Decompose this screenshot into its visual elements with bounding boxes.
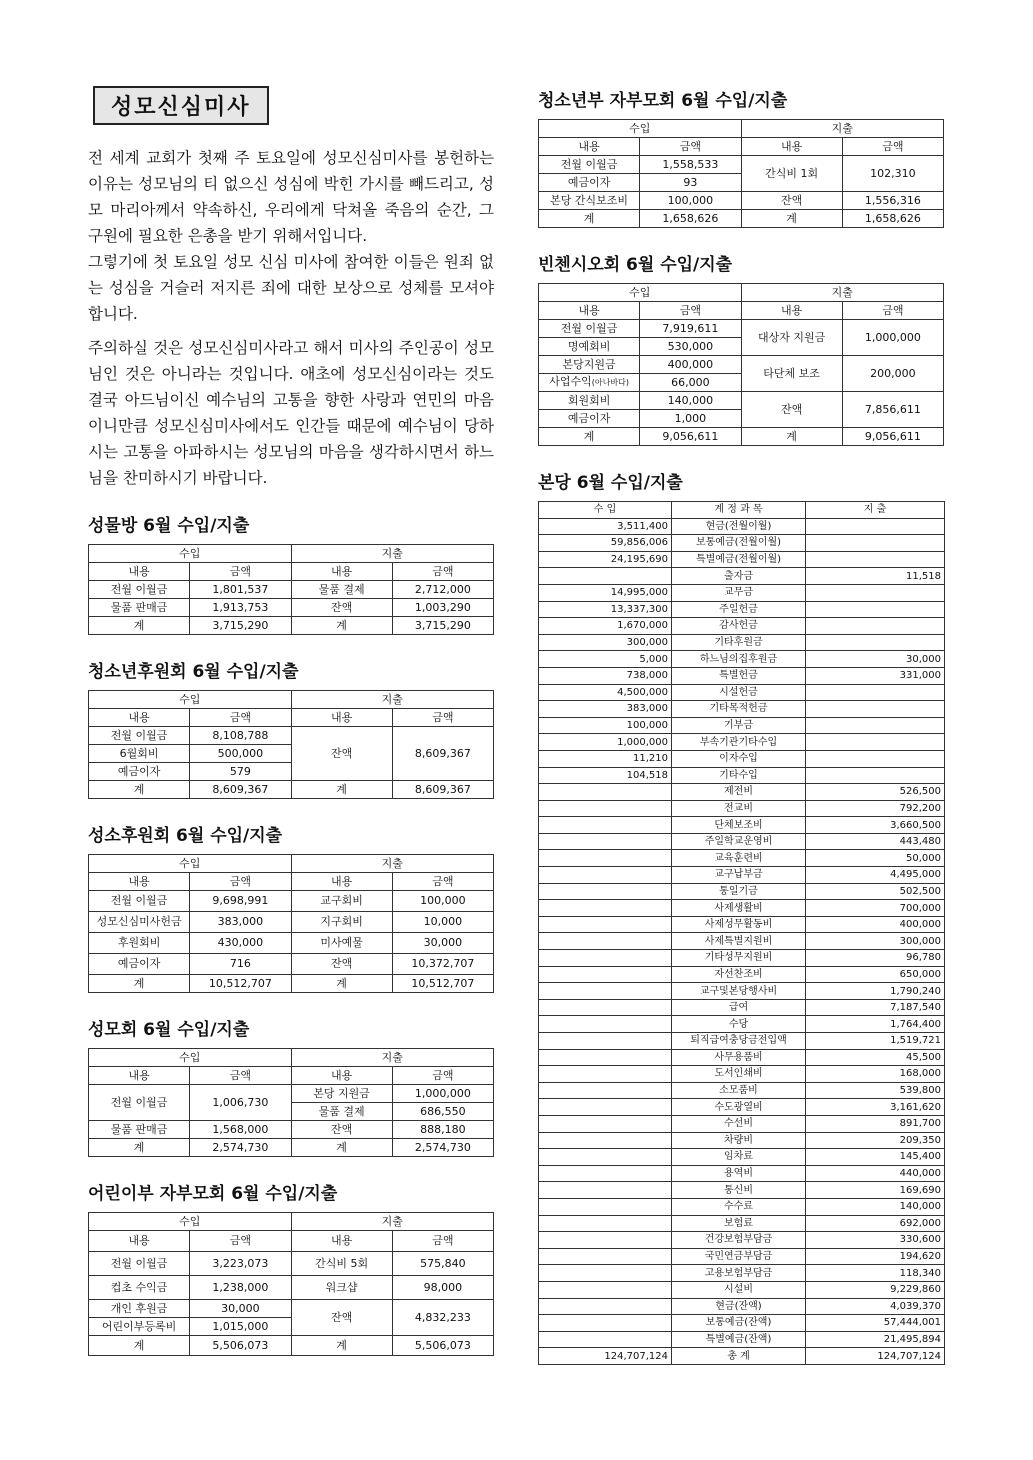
table-row: 사업수익(아나바다) 66,000 — [539, 374, 944, 392]
seongmulbang-table: 수입 지출 내용 금액 내용 금액 전월 이월금 1,801,537 물품 결제 2,712,000 물품 판매금 1,913,753 잔액 1,003,290 계 3,715,290 계 3,715,290 — [88, 544, 494, 635]
table-row: 고용보험부담금 118,340 — [539, 1265, 945, 1282]
table-row: 컵초 수익금 1,238,000 워크샵 98,000 — [89, 1276, 494, 1300]
table-row: 3,511,400 현금(전월이월) — [539, 518, 945, 535]
table-row: 100,000 기부금 — [539, 717, 945, 734]
table-row: 사제생활비 700,000 — [539, 900, 945, 917]
article-title: 성모신심미사 — [93, 86, 269, 125]
table-row: 물품 결제 686,550 — [89, 1103, 494, 1121]
table-row: 예금이자 579 — [89, 763, 494, 781]
table-row: 교육훈련비 50,000 — [539, 850, 945, 867]
table-row: 전월 이월금 3,223,073 간식비 5회 575,840 — [89, 1252, 494, 1276]
seongmohoe-title: 성모회 6월 수입/지출 — [88, 1020, 250, 1040]
table-row: 주일학교운영비 443,480 — [539, 833, 945, 850]
table-row: 시설비 9,229,860 — [539, 1281, 945, 1298]
table-total-row: 계 9,056,611 계 9,056,611 — [539, 428, 944, 446]
table-row: 본당 간식보조비 100,000 잔액 1,556,316 — [539, 192, 944, 210]
table-row: 특별예금(잔액) 21,495,894 — [539, 1331, 945, 1348]
table-row: 사무용품비 45,500 — [539, 1049, 945, 1066]
table-row: 용역비 440,000 — [539, 1165, 945, 1182]
main-parish-title: 본당 6월 수입/지출 — [538, 473, 683, 493]
table-row: 통신비 169,690 — [539, 1182, 945, 1199]
table-row: 예금이자 716 잔액 10,372,707 — [89, 954, 494, 975]
table-row: 전월 이월금 7,919,611 대상자 지원금 1,000,000 — [539, 320, 944, 338]
table-row: 13,337,300 주일헌금 — [539, 601, 945, 618]
table-total-row: 계 8,609,367 계 8,609,367 — [89, 781, 494, 799]
table-row: 예금이자 1,000 — [539, 410, 944, 428]
table-header-row: 수 입 계 정 과 목 지 출 — [539, 502, 945, 519]
table-total-row: 계 5,506,073 계 5,506,073 — [89, 1336, 494, 1356]
table-row: 어린이부등록비 1,015,000 — [89, 1318, 494, 1336]
table-row: 소모품비 539,800 — [539, 1082, 945, 1099]
table-row: 교구및본당행사비 1,790,240 — [539, 983, 945, 1000]
table-row: 보통예금(잔액) 57,444,001 — [539, 1315, 945, 1332]
table-row: 성모신심미사헌금 383,000 지구회비 10,000 — [89, 912, 494, 933]
seongmohoe-table: 수입 지출 내용 금액 내용 금액 전월 이월금 1,006,730 본당 지원금 1,000,000 물품 결제 686,550 물품 판매금 1,568,000 잔액 888,180 계 2,574,730 계 2,574,730 — [88, 1048, 494, 1157]
table-total-row: 계 2,574,730 계 2,574,730 — [89, 1139, 494, 1157]
table-row: 수선비 891,700 — [539, 1115, 945, 1132]
table-row: 개인 후원금 30,000 잔액 4,832,233 — [89, 1300, 494, 1318]
table-row: 급여 7,187,540 — [539, 999, 945, 1016]
children-table: 수입 지출 내용 금액 내용 금액 전월 이월금 3,223,073 간식비 5회 575,840 컵초 수익금 1,238,000 워크샵 98,000 개인 후원금 30,000 잔액 4,832,233 어린이부등록비 1,015,000 계 5,506,073 계 5,506,073 — [88, 1212, 494, 1356]
seongso-title: 성소후원회 6월 수입/지출 — [88, 826, 283, 846]
table-row: 1,000,000 부속기관기타수입 — [539, 734, 945, 751]
children-title: 어린이부 자부모회 6월 수입/지출 — [88, 1184, 338, 1204]
table-row: 회원회비 140,000 잔액 7,856,611 — [539, 392, 944, 410]
table-row: 전월 이월금 1,801,537 물품 결제 2,712,000 — [89, 581, 494, 599]
table-row: 전월 이월금 8,108,788 잔액 8,609,367 — [89, 727, 494, 745]
table-row: 단체보조비 3,660,500 — [539, 817, 945, 834]
table-row: 보험료 692,000 — [539, 1215, 945, 1232]
table-row: 자선찬조비 650,000 — [539, 966, 945, 983]
table-row: 본당지원금 400,000 타단체 보조 200,000 — [539, 356, 944, 374]
left-column — [88, 86, 494, 1356]
right-column — [538, 86, 944, 1365]
table-row: 전월 이월금 1,558,533 간식비 1회 102,310 — [539, 156, 944, 174]
table-row: 59,856,006 보통예금(전월이월) — [539, 535, 945, 552]
youth-parents-title: 청소년부 자부모회 6월 수입/지출 — [538, 91, 788, 111]
table-total-row: 계 3,715,290 계 3,715,290 — [89, 617, 494, 635]
table-row: 사제특별지원비 300,000 — [539, 933, 945, 950]
table-total-row: 계 1,658,626 계 1,658,626 — [539, 210, 944, 228]
table-row: 출자금 11,518 — [539, 568, 945, 585]
table-row: 6월회비 500,000 — [89, 745, 494, 763]
table-row: 퇴직급여충당금전입액 1,519,721 — [539, 1033, 945, 1050]
table-row: 4,500,000 시설헌금 — [539, 684, 945, 701]
table-row: 1,670,000 감사헌금 — [539, 618, 945, 635]
table-row: 전월 이월금 9,698,991 교구회비 100,000 — [89, 891, 494, 912]
table-row: 수수료 140,000 — [539, 1198, 945, 1215]
table-row: 104,518 기타수입 — [539, 767, 945, 784]
table-row: 383,000 기타목적헌금 — [539, 701, 945, 718]
table-row: 임차료 145,400 — [539, 1149, 945, 1166]
table-row: 11,210 이자수입 — [539, 750, 945, 767]
article-paragraph-2: 그렇기에 첫 토요일 성모 신심 미사에 참여한 이들은 원죄 없는 성심을 거슬러 저지른 죄에 대한 보상으로 성체를 모셔야 합니다. — [88, 253, 494, 323]
table-row: 300,000 기타후원금 — [539, 634, 945, 651]
vincent-table: 수입 지출 내용 금액 내용 금액 전월 이월금 7,919,611 대상자 지원금 1,000,000 명예회비 530,000 본당지원금 400,000 타단체 보조 200,000 사업수익(아나바다) 66,000 회원회비 140,000 잔액 7,856,611 예금이자 1,000 계 9,056,611 계 9,056,611 — [538, 283, 944, 446]
table-row: 수당 1,764,400 — [539, 1016, 945, 1033]
table-row: 물품 판매금 1,913,753 잔액 1,003,290 — [89, 599, 494, 617]
table-row: 건강보험부담금 330,600 — [539, 1232, 945, 1249]
table-total-row: 계 10,512,707 계 10,512,707 — [89, 975, 494, 993]
table-row: 24,195,690 특별예금(전월이월) — [539, 551, 945, 568]
table-row: 제전비 526,500 — [539, 784, 945, 801]
table-row: 차량비 209,350 — [539, 1132, 945, 1149]
table-row: 전교비 792,200 — [539, 800, 945, 817]
table-row: 기타성무지원비 96,780 — [539, 950, 945, 967]
youth-support-title: 청소년후원회 6월 수입/지출 — [88, 662, 299, 682]
table-row: 사제성무활동비 400,000 — [539, 916, 945, 933]
table-row: 물품 판매금 1,568,000 잔액 888,180 — [89, 1121, 494, 1139]
table-row: 도서인쇄비 168,000 — [539, 1066, 945, 1083]
table-row: 명예회비 530,000 — [539, 338, 944, 356]
youth-parents-table: 수입 지출 내용 금액 내용 금액 전월 이월금 1,558,533 간식비 1회 102,310 예금이자 93 본당 간식보조비 100,000 잔액 1,556,316 계 1,658,626 계 1,658,626 — [538, 119, 944, 228]
table-row: 5,000 하느님의집후원금 30,000 — [539, 651, 945, 668]
table-row: 현금(잔액) 4,039,370 — [539, 1298, 945, 1315]
table-row: 14,995,000 교무금 — [539, 584, 945, 601]
table-row: 전월 이월금 1,006,730 본당 지원금 1,000,000 — [89, 1085, 494, 1103]
vincent-title: 빈첸시오회 6월 수입/지출 — [538, 255, 733, 275]
youth-support-table: 수입 지출 내용 금액 내용 금액 전월 이월금 8,108,788 잔액 8,609,367 6월회비 500,000 예금이자 579 계 8,609,367 계 8,609,367 — [88, 690, 494, 799]
article-paragraph-3: 주의하실 것은 성모신심미사라고 해서 미사의 주인공이 성모님인 것은 아니라는 것입니다. 애초에 성모신심이라는 것도 결국 아드님이신 예수님의 고통을 향한 사랑과 연민의 마음이니만큼 성모신심미사에서도 인간들 때문에 예수님이 당하시는 고통을 아파하시는 성모님의 마음을 생각하시면서 하느님을 찬미하시기 바랍니다. — [88, 339, 494, 487]
table-row: 통일기금 502,500 — [539, 883, 945, 900]
table-row: 738,000 특별헌금 331,000 — [539, 667, 945, 684]
table-row: 수도광열비 3,161,620 — [539, 1099, 945, 1116]
main-parish-table — [538, 501, 945, 1365]
table-row: 후원회비 430,000 미사예물 30,000 — [89, 933, 494, 954]
seongmulbang-title: 성물방 6월 수입/지출 — [88, 516, 250, 536]
table-row: 국민연금부담금 194,620 — [539, 1248, 945, 1265]
table-row: 예금이자 93 — [539, 174, 944, 192]
table-row: 교구납부금 4,495,000 — [539, 867, 945, 884]
table-total-row: 124,707,124 총 계 124,707,124 — [539, 1348, 945, 1365]
article-paragraph-1: 전 세계 교회가 첫째 주 토요일에 성모신심미사를 봉헌하는 이유는 성모님의 티 없으신 성심에 박힌 가시를 빼드리고, 성모 마리아께서 약속하신, 우리에게 닥쳐올 죽음의 순간, 그 구원에 필요한 은총을 받기 위해서입니다. — [88, 149, 494, 245]
seongso-table: 수입 지출 내용 금액 내용 금액 전월 이월금 9,698,991 교구회비 100,000 성모신심미사헌금 383,000 지구회비 10,000 후원회비 430,000 미사예물 30,000 예금이자 716 잔액 10,372,707 계 10,512,707 계 10,512,707 — [88, 854, 494, 993]
